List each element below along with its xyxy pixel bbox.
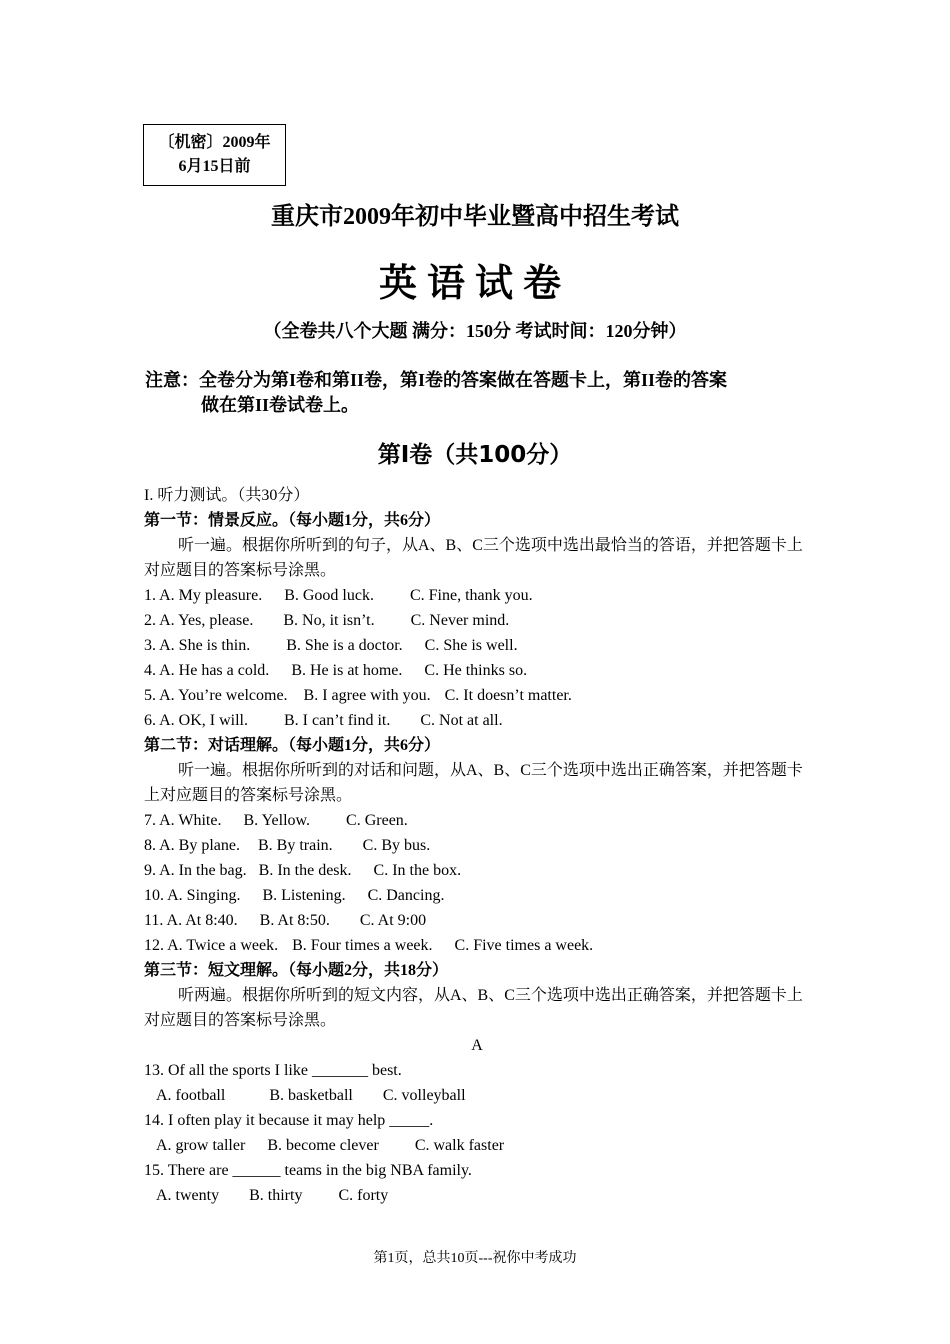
option-b: B. He is at home. <box>291 662 403 679</box>
option-a: 4. A. He has a cold. <box>144 662 270 679</box>
option-a: 8. A. By plane. <box>144 837 240 854</box>
option-b: B. basketball <box>269 1087 353 1104</box>
option-a: A. twenty <box>156 1187 220 1204</box>
sub-section-1-title: 第一节：情景反应。（每小题1分，共6分） <box>144 512 441 529</box>
option-a: 11. A. At 8:40. <box>144 912 238 929</box>
notice-line-1: 注意：全卷分为第I卷和第II卷，第I卷的答案做在答题卡上，第II卷的答案 <box>145 370 728 390</box>
confidential-line-2: 6月15日前 <box>178 158 251 175</box>
option-c: C. It doesn’t matter. <box>444 687 572 704</box>
option-b: B. Good luck. <box>284 587 374 604</box>
question-row <box>144 908 810 933</box>
sub-section-2-instruction: 听一遍。根据你所听到的对话和问题，从A、B、C三个选项中选出正确答案，并把答题卡上对应题目的答案标号涂黑。 <box>144 762 803 804</box>
question-row <box>144 883 810 908</box>
confidential-box <box>143 124 286 186</box>
question-row <box>144 633 810 658</box>
option-a: 6. A. OK, I will. <box>144 712 248 729</box>
option-c: C. forty <box>338 1187 389 1204</box>
option-c: C. Fine, thank you. <box>409 587 533 604</box>
question-row <box>144 808 810 833</box>
question-row <box>144 583 810 608</box>
sub-section-3-title: 第三节：短文理解。（每小题2分，共18分） <box>144 962 449 979</box>
option-c: C. Not at all. <box>420 712 503 729</box>
question-row <box>144 608 810 633</box>
option-c: C. Five times a week. <box>454 937 594 954</box>
section-title: I. 听力测试。（共30分） <box>144 487 310 504</box>
option-b: B. She is a doctor. <box>286 637 403 654</box>
listening-section <box>144 483 810 1208</box>
option-b: B. Four times a week. <box>292 937 433 954</box>
option-b: B. Yellow. <box>243 812 311 829</box>
option-c: C. Dancing. <box>367 887 445 904</box>
notice <box>145 368 809 418</box>
sub-section-3-instruction: 听两遍。根据你所听到的短文内容，从A、B、C三个选项中选出正确答案，并把答题卡上对应题目的答案标号涂黑。 <box>144 987 803 1029</box>
option-c: C. He thinks so. <box>424 662 528 679</box>
passage-label: A <box>471 1037 483 1054</box>
confidential-line-1: 〔机密〕2009年 <box>158 134 271 151</box>
question-row <box>144 933 810 958</box>
question-row <box>144 858 810 883</box>
option-a: A. grow taller <box>156 1137 246 1154</box>
exam-title: 重庆市2009年初中毕业暨高中招生考试 <box>271 204 679 230</box>
notice-line-2: 做在第II卷试卷上。 <box>201 395 360 415</box>
option-c: C. At 9:00 <box>359 912 427 929</box>
sub-section-2-title: 第二节：对话理解。（每小题1分，共6分） <box>144 737 441 754</box>
question-row <box>144 833 810 858</box>
sub-section-1-instruction: 听一遍。根据你所听到的句子，从A、B、C三个选项中选出最恰当的答语，并把答题卡上对应题目的答案标号涂黑。 <box>144 537 803 579</box>
option-c: C. She is well. <box>424 637 518 654</box>
option-a: 2. A. Yes, please. <box>144 612 254 629</box>
option-b: B. At 8:50. <box>259 912 330 929</box>
option-a: 5. A. You’re welcome. <box>144 687 288 704</box>
question-options <box>144 1183 810 1208</box>
option-c: C. walk faster <box>414 1137 505 1154</box>
option-c: C. volleyball <box>382 1087 466 1104</box>
option-a: 9. A. In the bag. <box>144 862 247 879</box>
option-c: C. Green. <box>346 812 408 829</box>
option-c: C. By bus. <box>362 837 431 854</box>
option-a: A. football <box>156 1087 226 1104</box>
option-b: B. I agree with you. <box>303 687 431 704</box>
question-options <box>144 1083 810 1108</box>
option-b: B. No, it isn’t. <box>283 612 375 629</box>
question-row <box>144 658 810 683</box>
option-a: 7. A. White. <box>144 812 222 829</box>
question-stem: 14. I often play it because it may help _____. <box>144 1112 434 1129</box>
option-a: 3. A. She is thin. <box>144 637 251 654</box>
part-title: 第Ⅰ卷（共100分） <box>377 442 573 468</box>
option-c: C. In the box. <box>373 862 462 879</box>
question-row <box>144 683 810 708</box>
option-b: B. By train. <box>258 837 333 854</box>
option-a: 1. A. My pleasure. <box>144 587 263 604</box>
question-stem: 13. Of all the sports I like _______ best. <box>144 1062 402 1079</box>
option-b: B. In the desk. <box>258 862 352 879</box>
option-b: B. become clever <box>267 1137 379 1154</box>
option-a: 12. A. Twice a week. <box>144 937 279 954</box>
option-b: B. thirty <box>249 1187 303 1204</box>
subject-title: 英语试卷 <box>378 263 571 305</box>
option-b: B. Listening. <box>262 887 346 904</box>
option-c: C. Never mind. <box>410 612 510 629</box>
option-a: 10. A. Singing. <box>144 887 241 904</box>
exam-info: （全卷共八个大题 满分：150分 考试时间：120分钟） <box>263 321 687 341</box>
option-b: B. I can’t find it. <box>284 712 391 729</box>
page-footer: 第1页，总共10页---祝你中考成功 <box>373 1251 577 1266</box>
question-row <box>144 708 810 733</box>
question-options <box>144 1133 810 1158</box>
question-stem: 15. There are ______ teams in the big NBA family. <box>144 1162 472 1179</box>
